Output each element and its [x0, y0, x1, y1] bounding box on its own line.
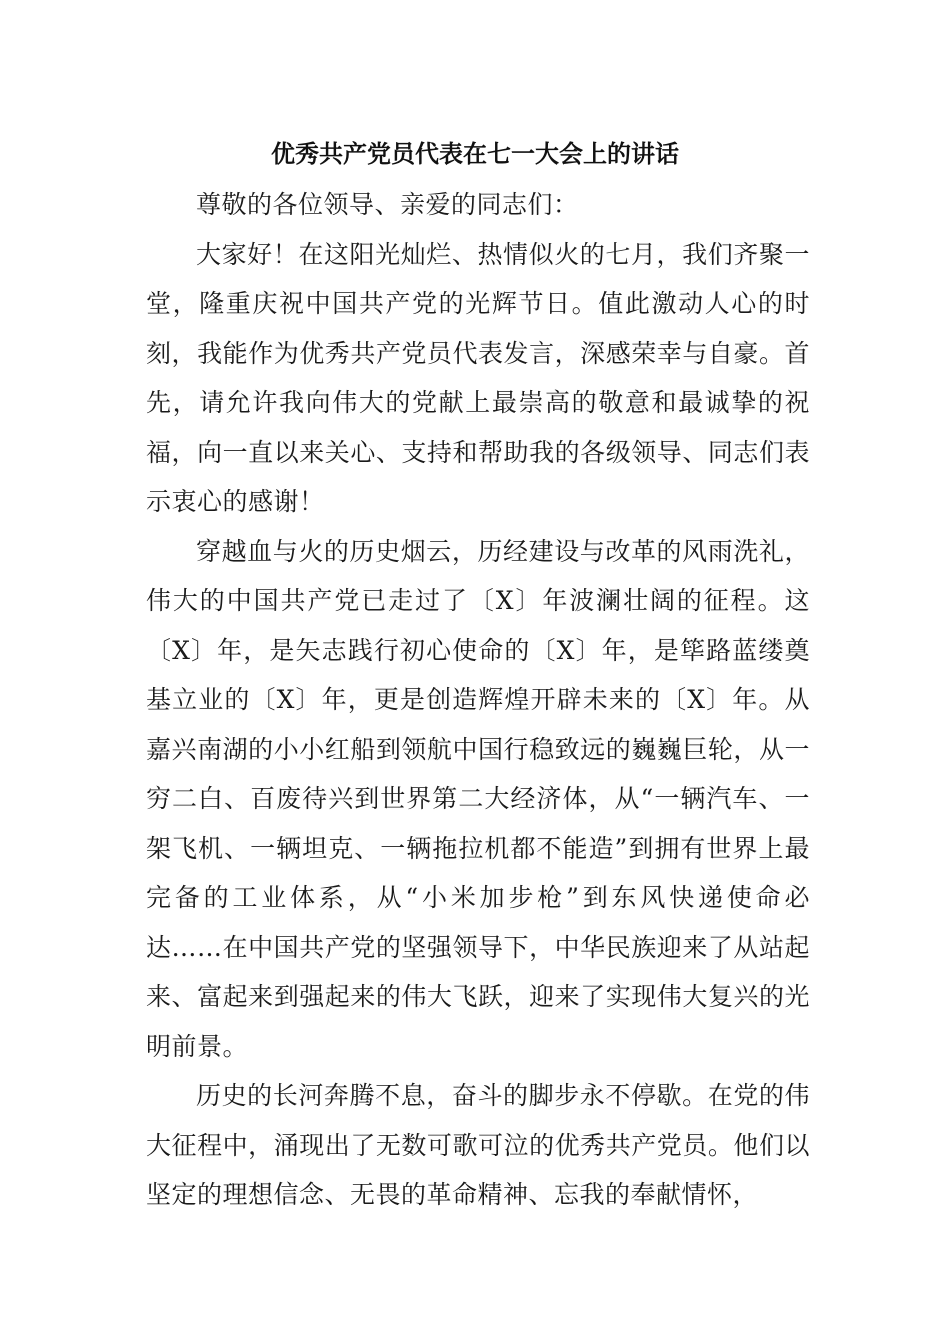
document-title: 优秀共产党员代表在七一大会上的讲话: [271, 140, 679, 168]
salutation: 尊敬的各位领导、亲爱的同志们：: [196, 190, 579, 219]
document-body: [146, 180, 810, 1220]
paragraph-greeting: 大家好！在这阳光灿烂、热情似火的七月，我们齐聚一堂，隆重庆祝中国共产党的光辉节日。值此激动人心的时刻，我能作为优秀共产党员代表发言，深感荣幸与自豪。首先，请允许我向伟大的党献上最崇高的敬意和最诚挚的祝福，向一直以来关心、支持和帮助我的各级领导、同志们表示衷心的感谢！: [146, 239, 810, 516]
paragraph-members: 历史的长河奔腾不息，奋斗的脚步永不停歇。在党的伟大征程中，涌现出了无数可歌可泣的优秀共产党员。他们以坚定的理想信念、无畏的革命精神、忘我的奉献情怀，: [146, 1081, 810, 1209]
paragraph-history: 穿越血与火的历史烟云，历经建设与改革的风雨洗礼，伟大的中国共产党已走过了〔X〕年波澜壮阔的征程。这〔X〕年，是矢志践行初心使命的〔X〕年，是筚路蓝缕奠基立业的〔X〕年，更是创造辉煌开辟未来的〔X〕年。从嘉兴南湖的小小红船到领航中国行稳致远的巍巍巨轮，从一穷二白、百废待兴到世界第二大经济体，从“一辆汽车、一架飞机、一辆坦克、一辆拖拉机都不能造”到拥有世界上最完备的工业体系，从“小米加步枪”到东风快递使命必达……在中国共产党的坚强领导下，中华民族迎来了从站起来、富起来到强起来的伟大飞跃，迎来了实现伟大复兴的光明前景。: [146, 536, 810, 1061]
